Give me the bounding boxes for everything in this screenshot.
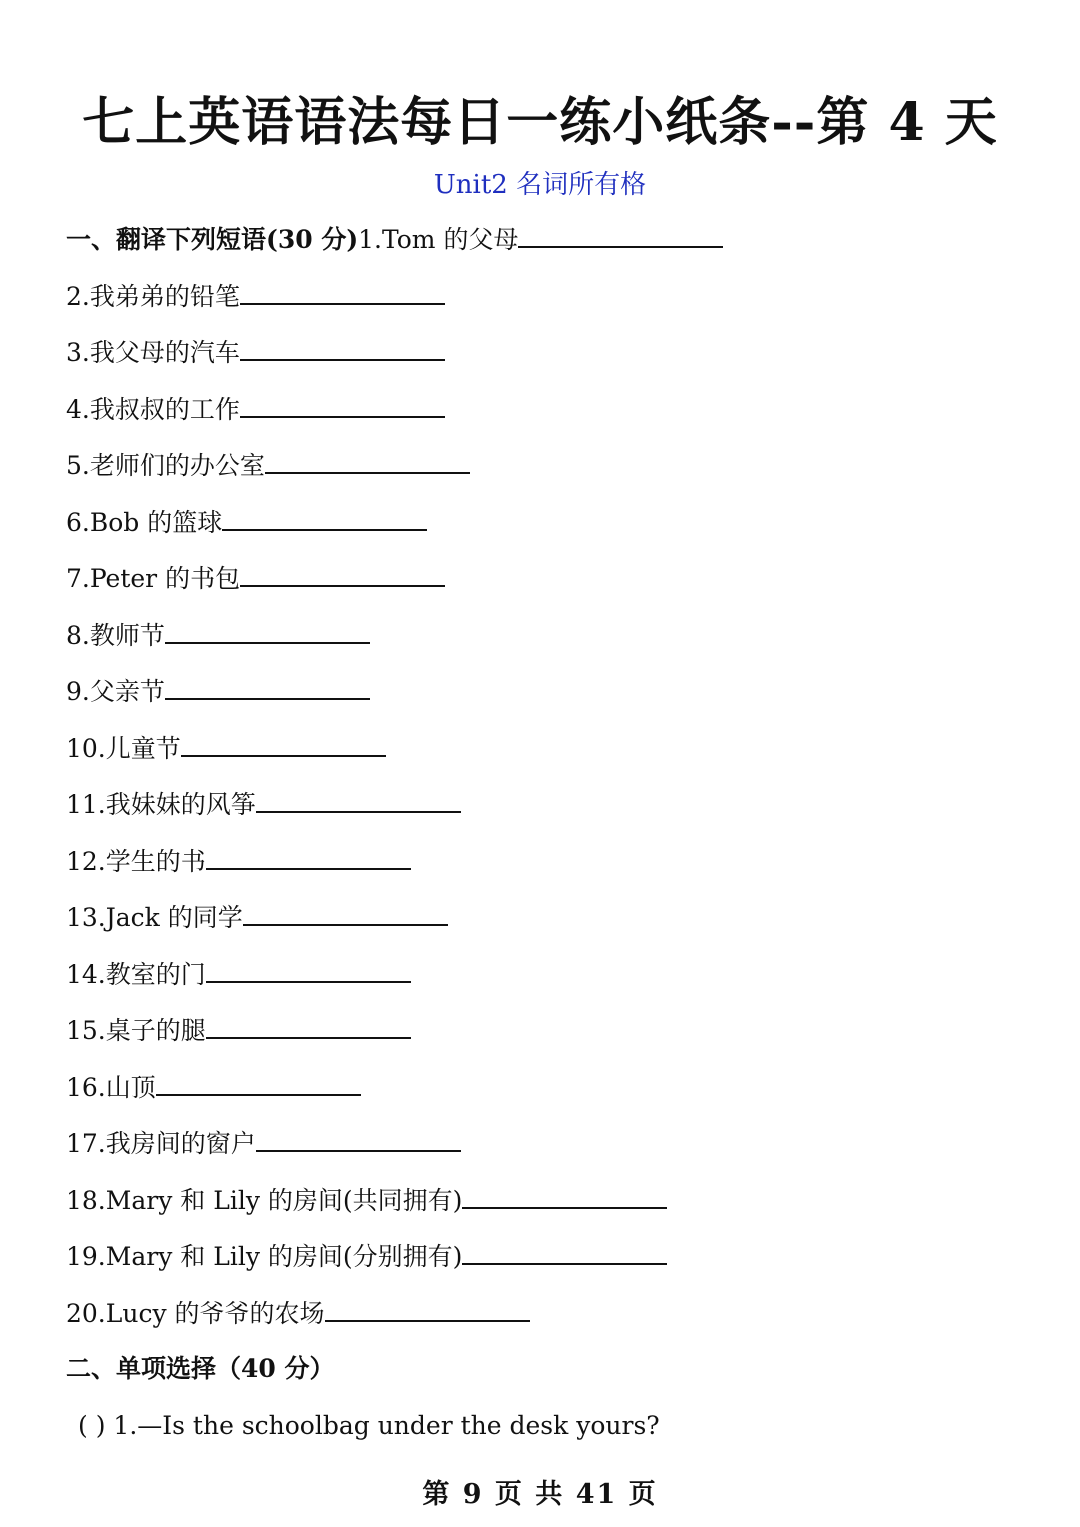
item-text: 7.Peter 的书包 bbox=[66, 564, 241, 593]
answer-blank[interactable] bbox=[325, 1298, 530, 1322]
answer-blank[interactable] bbox=[240, 281, 445, 305]
item-text: 13.Jack 的同学 bbox=[66, 903, 243, 932]
item-text: 20.Lucy 的爷爷的农场 bbox=[66, 1299, 325, 1328]
exercise-item bbox=[66, 733, 386, 764]
answer-blank[interactable] bbox=[518, 224, 723, 248]
answer-blank[interactable] bbox=[240, 563, 445, 587]
item-text: 1.Tom 的父母 bbox=[358, 225, 519, 254]
answer-blank[interactable] bbox=[265, 450, 470, 474]
item-text: 8.教师节 bbox=[66, 621, 165, 650]
exercise-item bbox=[66, 224, 723, 255]
answer-blank[interactable] bbox=[240, 337, 445, 361]
page-footer: 第 9 页 共 41 页 bbox=[422, 1479, 658, 1510]
exercise-item bbox=[66, 1298, 530, 1329]
item-text: 17.我房间的窗户 bbox=[66, 1129, 256, 1158]
item-text: 11.我妹妹的风筝 bbox=[66, 790, 256, 819]
exercise-item bbox=[66, 902, 448, 933]
exercise-item bbox=[66, 1072, 361, 1103]
answer-blank[interactable] bbox=[462, 1241, 667, 1265]
exercise-item bbox=[66, 450, 470, 481]
item-text: 19.Mary 和 Lily 的房间(分别拥有) bbox=[66, 1242, 463, 1271]
exercise-item bbox=[66, 394, 445, 425]
section2-heading bbox=[66, 1354, 335, 1384]
answer-blank[interactable] bbox=[206, 1015, 411, 1039]
exercise-item bbox=[66, 563, 445, 594]
item-text: 14.教室的门 bbox=[66, 960, 206, 989]
answer-blank[interactable] bbox=[165, 620, 370, 644]
answer-blank[interactable] bbox=[243, 902, 448, 926]
exercise-item bbox=[66, 1185, 667, 1216]
exercise-item bbox=[66, 1015, 411, 1046]
answer-blank[interactable] bbox=[240, 394, 445, 418]
item-text: 12.学生的书 bbox=[66, 847, 206, 876]
exercise-item bbox=[66, 959, 411, 990]
exercise-item bbox=[66, 846, 411, 877]
answer-blank[interactable] bbox=[256, 789, 461, 813]
item-text: 10.儿童节 bbox=[66, 734, 181, 763]
page-subtitle: Unit2 名词所有格 bbox=[433, 170, 647, 200]
question-text: 1.—Is the schoolbag under the desk yours? bbox=[113, 1411, 660, 1440]
item-text: 15.桌子的腿 bbox=[66, 1016, 206, 1045]
item-text: 5.老师们的办公室 bbox=[66, 451, 265, 480]
answer-blank[interactable] bbox=[206, 959, 411, 983]
exercise-item bbox=[66, 281, 445, 312]
item-text: 4.我叔叔的工作 bbox=[66, 395, 240, 424]
answer-blank[interactable] bbox=[256, 1128, 461, 1152]
page-title: 七上英语语法每日一练小纸条--第 4 天 bbox=[82, 92, 998, 153]
section1-heading: 一、翻译下列短语(30 分) bbox=[66, 225, 359, 254]
item-text: 16.山顶 bbox=[66, 1073, 156, 1102]
item-text: 2.我弟弟的铅笔 bbox=[66, 282, 240, 311]
answer-blank[interactable] bbox=[206, 846, 411, 870]
answer-blank[interactable] bbox=[462, 1185, 667, 1209]
answer-blank[interactable] bbox=[222, 507, 427, 531]
answer-blank[interactable] bbox=[156, 1072, 361, 1096]
question-item bbox=[78, 1411, 660, 1441]
exercise-item bbox=[66, 507, 427, 538]
answer-bracket[interactable]: ( ) bbox=[78, 1411, 106, 1440]
exercise-item bbox=[66, 337, 445, 368]
exercise-item bbox=[66, 1128, 461, 1159]
exercise-item bbox=[66, 789, 461, 820]
item-text: 9.父亲节 bbox=[66, 677, 165, 706]
exercise-item bbox=[66, 620, 370, 651]
item-text: 6.Bob 的篮球 bbox=[66, 508, 223, 537]
section2-heading-text: 二、单项选择（40 分） bbox=[66, 1354, 335, 1383]
item-text: 3.我父母的汽车 bbox=[66, 338, 240, 367]
answer-blank[interactable] bbox=[181, 733, 386, 757]
exercise-item bbox=[66, 1241, 667, 1272]
answer-blank[interactable] bbox=[165, 676, 370, 700]
exercise-item bbox=[66, 676, 370, 707]
item-text: 18.Mary 和 Lily 的房间(共同拥有) bbox=[66, 1186, 463, 1215]
